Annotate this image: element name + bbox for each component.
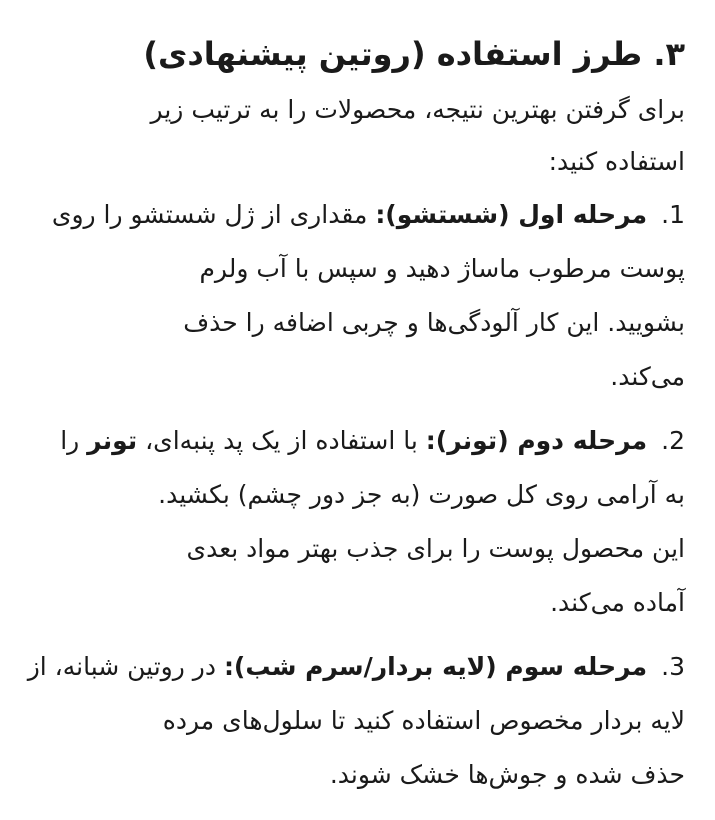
step-line: لایه بردار مخصوص استفاده کنید تا سلول‌های مرده <box>162 706 685 735</box>
routine-steps-list <box>27 188 685 802</box>
list-item-step-1 <box>30 188 685 404</box>
step-text: در روتین شبانه، از <box>27 652 224 681</box>
list-item-step-3 <box>27 640 685 802</box>
step-title: مرحله دوم (تونر): <box>425 426 648 455</box>
step-line <box>30 188 685 242</box>
step-title: مرحله سوم (لایه بردار/سرم شب): <box>223 652 648 681</box>
step-line: این محصول پوست را برای جذب بهتر مواد بعدی <box>186 534 685 563</box>
step-line: می‌کند. <box>610 362 685 391</box>
step-line: بشویید. این کار آلودگی‌ها و چربی اضافه را حذف <box>183 308 685 337</box>
step-title: مرحله اول (شستشو): <box>375 200 648 229</box>
step-text: با استفاده از یک پد پنبه‌ای، <box>137 426 426 455</box>
step-line <box>27 640 685 694</box>
step-number: 1. <box>661 200 685 229</box>
list-item-step-2 <box>30 414 685 630</box>
step-line: حذف شده و جوش‌ها خشک شوند. <box>329 760 685 789</box>
step-number: 2. <box>661 426 685 455</box>
step-line: به آرامی روی کل صورت (به جز دور چشم) بکشید. <box>158 480 685 509</box>
intro-paragraph <box>30 84 685 188</box>
step-line: آماده می‌کند. <box>550 588 685 617</box>
step-line <box>30 414 685 468</box>
step-text-bold: تونر <box>87 426 138 455</box>
step-text: را <box>60 426 88 455</box>
step-number: 3. <box>661 652 685 681</box>
step-line: پوست مرطوب ماساژ دهید و سپس با آب ولرم <box>199 254 685 283</box>
section-heading: ۳. طرز استفاده (روتین پیشنهادی) <box>143 35 685 73</box>
intro-line: برای گرفتن بهترین نتیجه، محصولات را به ترتیب زیر <box>150 95 685 124</box>
step-text: مقداری از ژل شستشو را روی <box>51 200 376 229</box>
intro-line: استفاده کنید: <box>548 147 685 176</box>
